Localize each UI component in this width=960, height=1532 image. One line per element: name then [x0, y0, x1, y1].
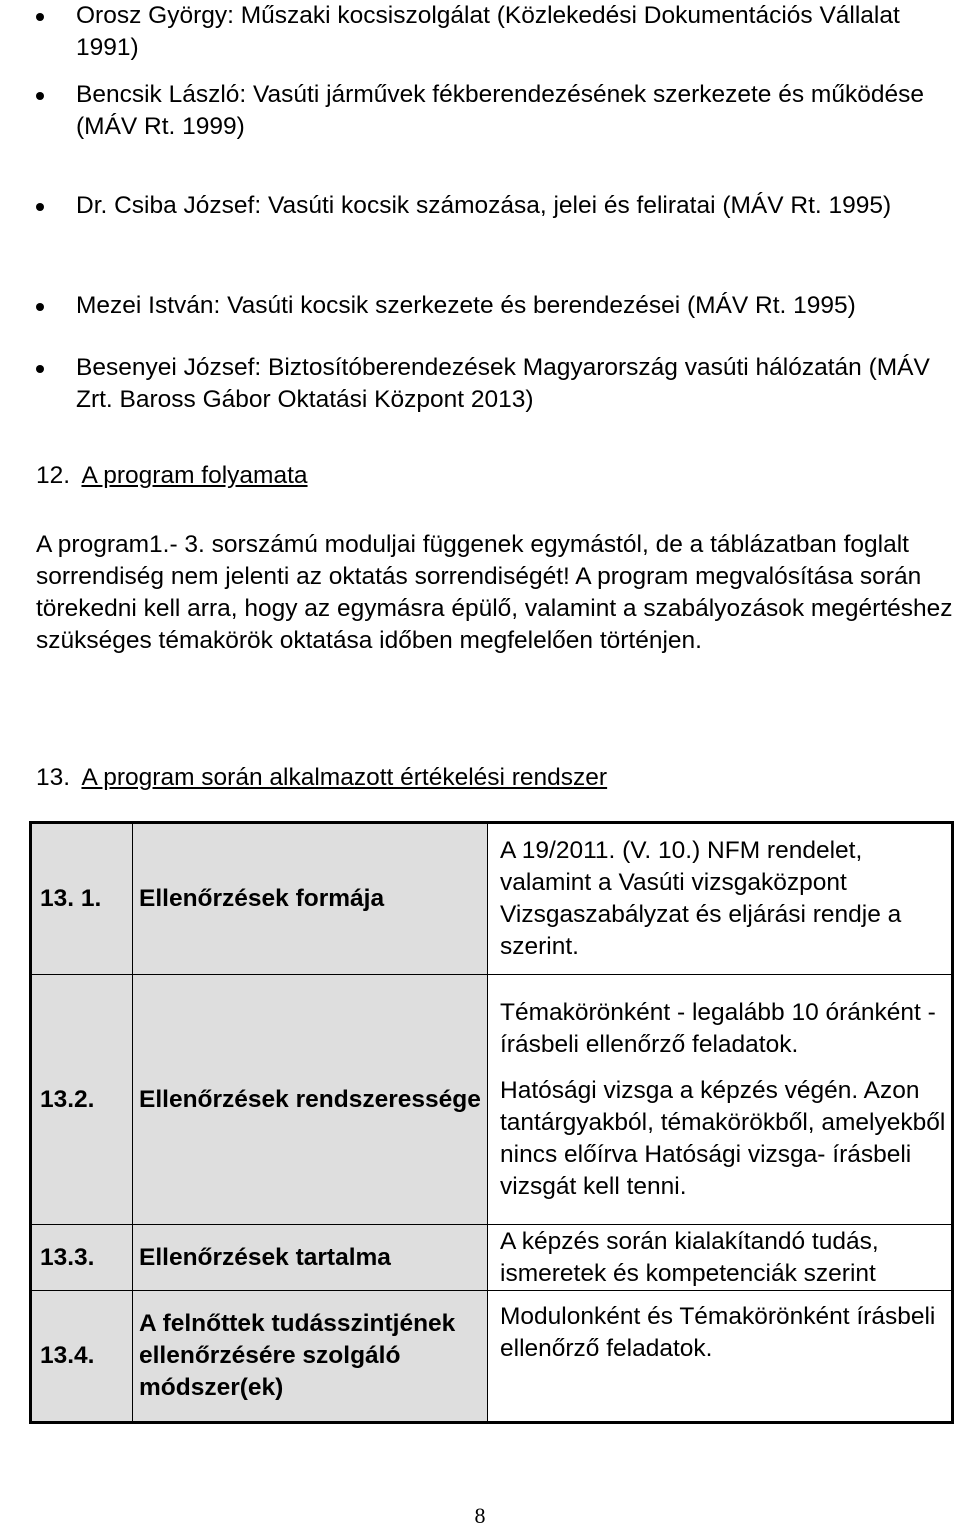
bibliography-item	[36, 352, 960, 416]
table-row	[31, 1225, 953, 1291]
row-label: Ellenőrzések rendszeressége	[133, 975, 488, 1225]
bullet-icon	[36, 92, 44, 100]
row-value-text: Témakörönként - legalább 10 óránként - írásbeli ellenőrző feladatok.	[500, 998, 936, 1058]
row-label: Ellenőrzések tartalma	[133, 1225, 488, 1291]
row-value-text: Hatósági vizsga a képzés végén. Azon tantárgyakból, témakörökből, amelyekből nincs előírva Hatósági vizsga- írásbeli vizsgát kell tenni.	[500, 1076, 946, 1200]
row-value	[488, 1291, 953, 1423]
row-value	[488, 975, 953, 1225]
row-number: 13.2.	[31, 975, 133, 1225]
row-value-text: A képzés során kialakítandó tudás, ismeretek és kompetenciák szerint	[500, 1227, 879, 1287]
row-number: 13.4.	[31, 1291, 133, 1423]
table-row	[31, 1291, 953, 1423]
spacer	[500, 1061, 951, 1075]
bibliography-item	[36, 0, 960, 64]
evaluation-table	[29, 821, 954, 1424]
section-number: 12.	[36, 462, 71, 489]
section-12-paragraph: A program1.- 3. sorszámú moduljai függenek egymástól, de a táblázatban foglalt sorrendiség nem jelenti az oktatás sorrendiségét! A program megvalósítása során törekedni kell arra, hogy az egymásra épülő, valamint a szabályozások megértéshez szükséges témakörök oktatása időben megfelelően történjen.	[36, 531, 953, 654]
bibliography-text: Bencsik László: Vasúti járművek fékberendezésének szerkezete és működése (MÁV Rt. 1999)	[76, 81, 924, 140]
bullet-icon	[36, 303, 44, 311]
row-label: A felnőttek tudásszintjének ellenőrzésére szolgáló módszer(ek)	[133, 1291, 488, 1423]
bullet-icon	[36, 365, 44, 373]
table-row	[31, 975, 953, 1225]
bibliography-text: Mezei István: Vasúti kocsik szerkezete és berendezései (MÁV Rt. 1995)	[76, 292, 856, 319]
row-value	[488, 823, 953, 975]
section-title: A program folyamata	[81, 462, 308, 489]
row-value-text: Modulonként és Témakörönként írásbeli ellenőrző feladatok.	[500, 1303, 936, 1362]
section-number: 13.	[36, 764, 71, 791]
section-title: A program során alkalmazott értékelési rendszer	[81, 764, 608, 791]
bullet-icon	[36, 203, 44, 211]
row-value	[488, 1225, 953, 1291]
table-row	[31, 823, 953, 975]
section-12-heading	[36, 460, 308, 492]
bibliography-text: Orosz György: Műszaki kocsiszolgálat (Közlekedési Dokumentációs Vállalat 1991)	[76, 2, 900, 61]
row-value-text: A 19/2011. (V. 10.) NFM rendelet, valamint a Vasúti vizsgaközpont Vizsgaszabályzat és eljárási rendje a szerint.	[500, 837, 902, 960]
row-number: 13. 1.	[31, 823, 133, 975]
page-number: 8	[474, 1503, 486, 1528]
row-label: Ellenőrzések formája	[133, 823, 488, 975]
bibliography-text: Besenyei József: Biztosítóberendezések Magyarország vasúti hálózatán (MÁV Zrt. Baross Gábor Oktatási Központ 2013)	[76, 354, 930, 413]
bibliography-item	[36, 79, 960, 143]
section-13-heading	[36, 762, 607, 794]
row-number: 13.3.	[31, 1225, 133, 1291]
bibliography-text: Dr. Csiba József: Vasúti kocsik számozása, jelei és feliratai (MÁV Rt. 1995)	[76, 192, 892, 219]
bibliography-item	[36, 290, 960, 322]
bullet-icon	[36, 13, 44, 21]
bibliography-item	[36, 190, 960, 222]
